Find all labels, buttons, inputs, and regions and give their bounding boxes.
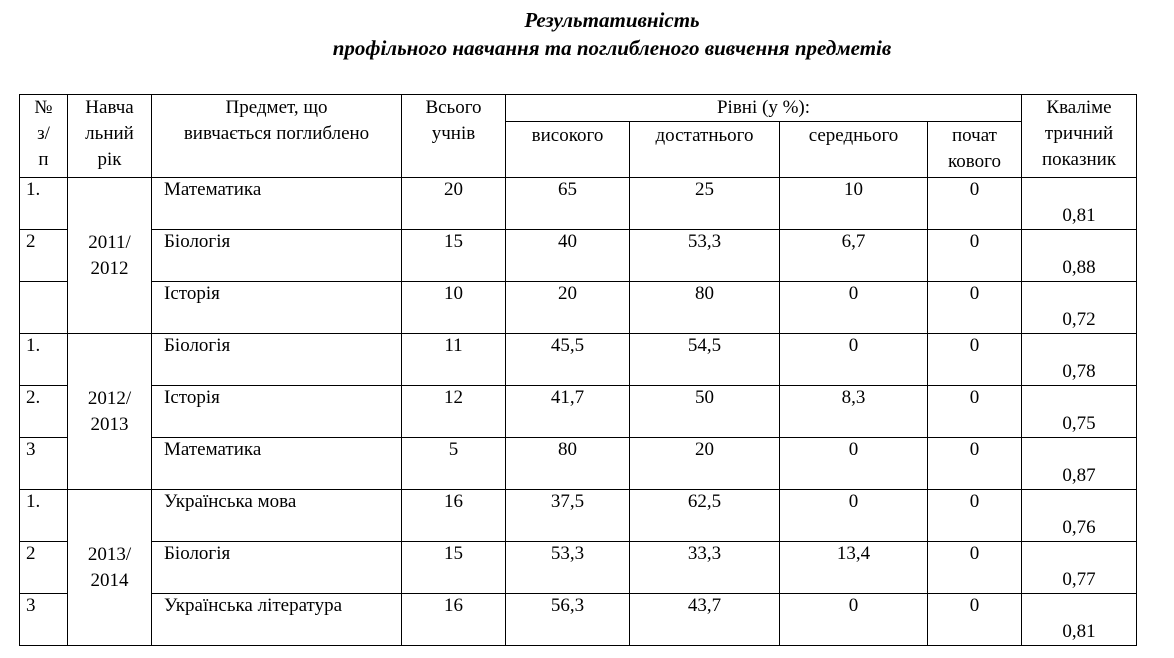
- header-koef-line: показник: [1041, 149, 1117, 170]
- school-year: [68, 490, 152, 646]
- header-year-line: льний: [85, 123, 134, 144]
- document-title: [0, 6, 1174, 62]
- title-line-2: профільного навчання та поглибленого вивчення предметів: [332, 36, 892, 60]
- header-num: [20, 95, 68, 178]
- level-initial: 0: [928, 490, 1022, 542]
- level-sufficient: 50: [630, 386, 780, 438]
- table-row: [20, 178, 1137, 230]
- subject: Біологія: [152, 542, 402, 594]
- quality-index: 0,81: [1022, 594, 1137, 646]
- level-medium: 0: [780, 490, 928, 542]
- level-initial: 0: [928, 438, 1022, 490]
- level-high: 37,5: [506, 490, 630, 542]
- quality-index: 0,72: [1022, 282, 1137, 334]
- total-students: 11: [402, 334, 506, 386]
- row-num: 2: [20, 542, 68, 594]
- level-sufficient: 33,3: [630, 542, 780, 594]
- level-initial: 0: [928, 334, 1022, 386]
- results-table: [19, 94, 1137, 646]
- total-students: 16: [402, 594, 506, 646]
- level-medium: 0: [780, 438, 928, 490]
- total-students: 16: [402, 490, 506, 542]
- header-num-line: з/: [37, 123, 50, 144]
- level-medium: 0: [780, 334, 928, 386]
- level-high: 65: [506, 178, 630, 230]
- table-row: [20, 542, 1137, 594]
- table-row: [20, 438, 1137, 490]
- level-high: 80: [506, 438, 630, 490]
- header-subject-line: вивчається поглиблено: [183, 123, 370, 144]
- level-initial: 0: [928, 542, 1022, 594]
- level-medium: 0: [780, 282, 928, 334]
- level-medium: 6,7: [780, 230, 928, 282]
- row-num: [20, 282, 68, 334]
- level-initial: 0: [928, 230, 1022, 282]
- header-num-line: №: [34, 97, 53, 118]
- level-sufficient: 80: [630, 282, 780, 334]
- header-level-medium: середнього: [780, 122, 928, 178]
- level-medium: 0: [780, 594, 928, 646]
- subject: Історія: [152, 282, 402, 334]
- header-num-line: п: [38, 149, 49, 170]
- row-num: 1.: [20, 334, 68, 386]
- header-subject: [152, 95, 402, 178]
- total-students: 15: [402, 230, 506, 282]
- header-year-line: рік: [97, 149, 122, 170]
- header-koef: [1022, 95, 1137, 178]
- table-row: [20, 386, 1137, 438]
- table-row: [20, 334, 1137, 386]
- header-total: [402, 95, 506, 178]
- level-medium: 13,4: [780, 542, 928, 594]
- subject: Математика: [152, 438, 402, 490]
- quality-index: 0,78: [1022, 334, 1137, 386]
- header-total-line: Всього: [425, 97, 482, 118]
- total-students: 15: [402, 542, 506, 594]
- total-students: 10: [402, 282, 506, 334]
- level-high: 45,5: [506, 334, 630, 386]
- total-students: 12: [402, 386, 506, 438]
- level-high: 40: [506, 230, 630, 282]
- level-sufficient: 25: [630, 178, 780, 230]
- row-num: 1.: [20, 178, 68, 230]
- level-initial: 0: [928, 178, 1022, 230]
- header-level-sufficient: достатнього: [630, 122, 780, 178]
- subject: Біологія: [152, 230, 402, 282]
- school-year-line: 2014: [90, 569, 129, 591]
- row-num: 3: [20, 438, 68, 490]
- subject: Українська мова: [152, 490, 402, 542]
- row-num: 2.: [20, 386, 68, 438]
- header-year-line: Навча: [85, 97, 134, 118]
- total-students: 5: [402, 438, 506, 490]
- school-year: [68, 334, 152, 490]
- level-medium: 10: [780, 178, 928, 230]
- subject: Біологія: [152, 334, 402, 386]
- quality-index: 0,88: [1022, 230, 1137, 282]
- row-num: 3: [20, 594, 68, 646]
- level-sufficient: 53,3: [630, 230, 780, 282]
- level-initial: 0: [928, 386, 1022, 438]
- level-sufficient: 54,5: [630, 334, 780, 386]
- level-high: 56,3: [506, 594, 630, 646]
- subject: Історія: [152, 386, 402, 438]
- total-students: 20: [402, 178, 506, 230]
- row-num: 1.: [20, 490, 68, 542]
- header-koef-line: Кваліме: [1046, 97, 1112, 118]
- header-levels: Рівні (у %):: [506, 95, 1022, 122]
- quality-index: 0,75: [1022, 386, 1137, 438]
- school-year-line: 2011/: [88, 231, 131, 253]
- header-koef-line: тричний: [1044, 123, 1114, 144]
- title-line-1: Результативність: [524, 8, 700, 32]
- header-level-initial: [928, 122, 1022, 178]
- quality-index: 0,77: [1022, 542, 1137, 594]
- subject: Українська література: [152, 594, 402, 646]
- level-sufficient: 43,7: [630, 594, 780, 646]
- level-sufficient: 20: [630, 438, 780, 490]
- school-year-line: 2013: [90, 413, 129, 435]
- quality-index: 0,81: [1022, 178, 1137, 230]
- header-year: [68, 95, 152, 178]
- row-num: 2: [20, 230, 68, 282]
- header-total-line: учнів: [431, 123, 476, 144]
- table-row: [20, 490, 1137, 542]
- table-row: [20, 230, 1137, 282]
- school-year-line: 2012/: [87, 387, 132, 409]
- subject: Математика: [152, 178, 402, 230]
- header-initial-line: кового: [948, 151, 1001, 172]
- quality-index: 0,87: [1022, 438, 1137, 490]
- level-initial: 0: [928, 282, 1022, 334]
- level-high: 20: [506, 282, 630, 334]
- school-year: [68, 178, 152, 334]
- level-sufficient: 62,5: [630, 490, 780, 542]
- level-medium: 8,3: [780, 386, 928, 438]
- table-row: [20, 282, 1137, 334]
- school-year-line: 2013/: [87, 543, 132, 565]
- table-row: [20, 594, 1137, 646]
- header-initial-line: почат: [952, 125, 997, 146]
- school-year-line: 2012: [90, 257, 129, 279]
- level-high: 53,3: [506, 542, 630, 594]
- level-high: 41,7: [506, 386, 630, 438]
- quality-index: 0,76: [1022, 490, 1137, 542]
- header-level-high: високого: [506, 122, 630, 178]
- header-subject-line: Предмет, що: [225, 97, 328, 118]
- level-initial: 0: [928, 594, 1022, 646]
